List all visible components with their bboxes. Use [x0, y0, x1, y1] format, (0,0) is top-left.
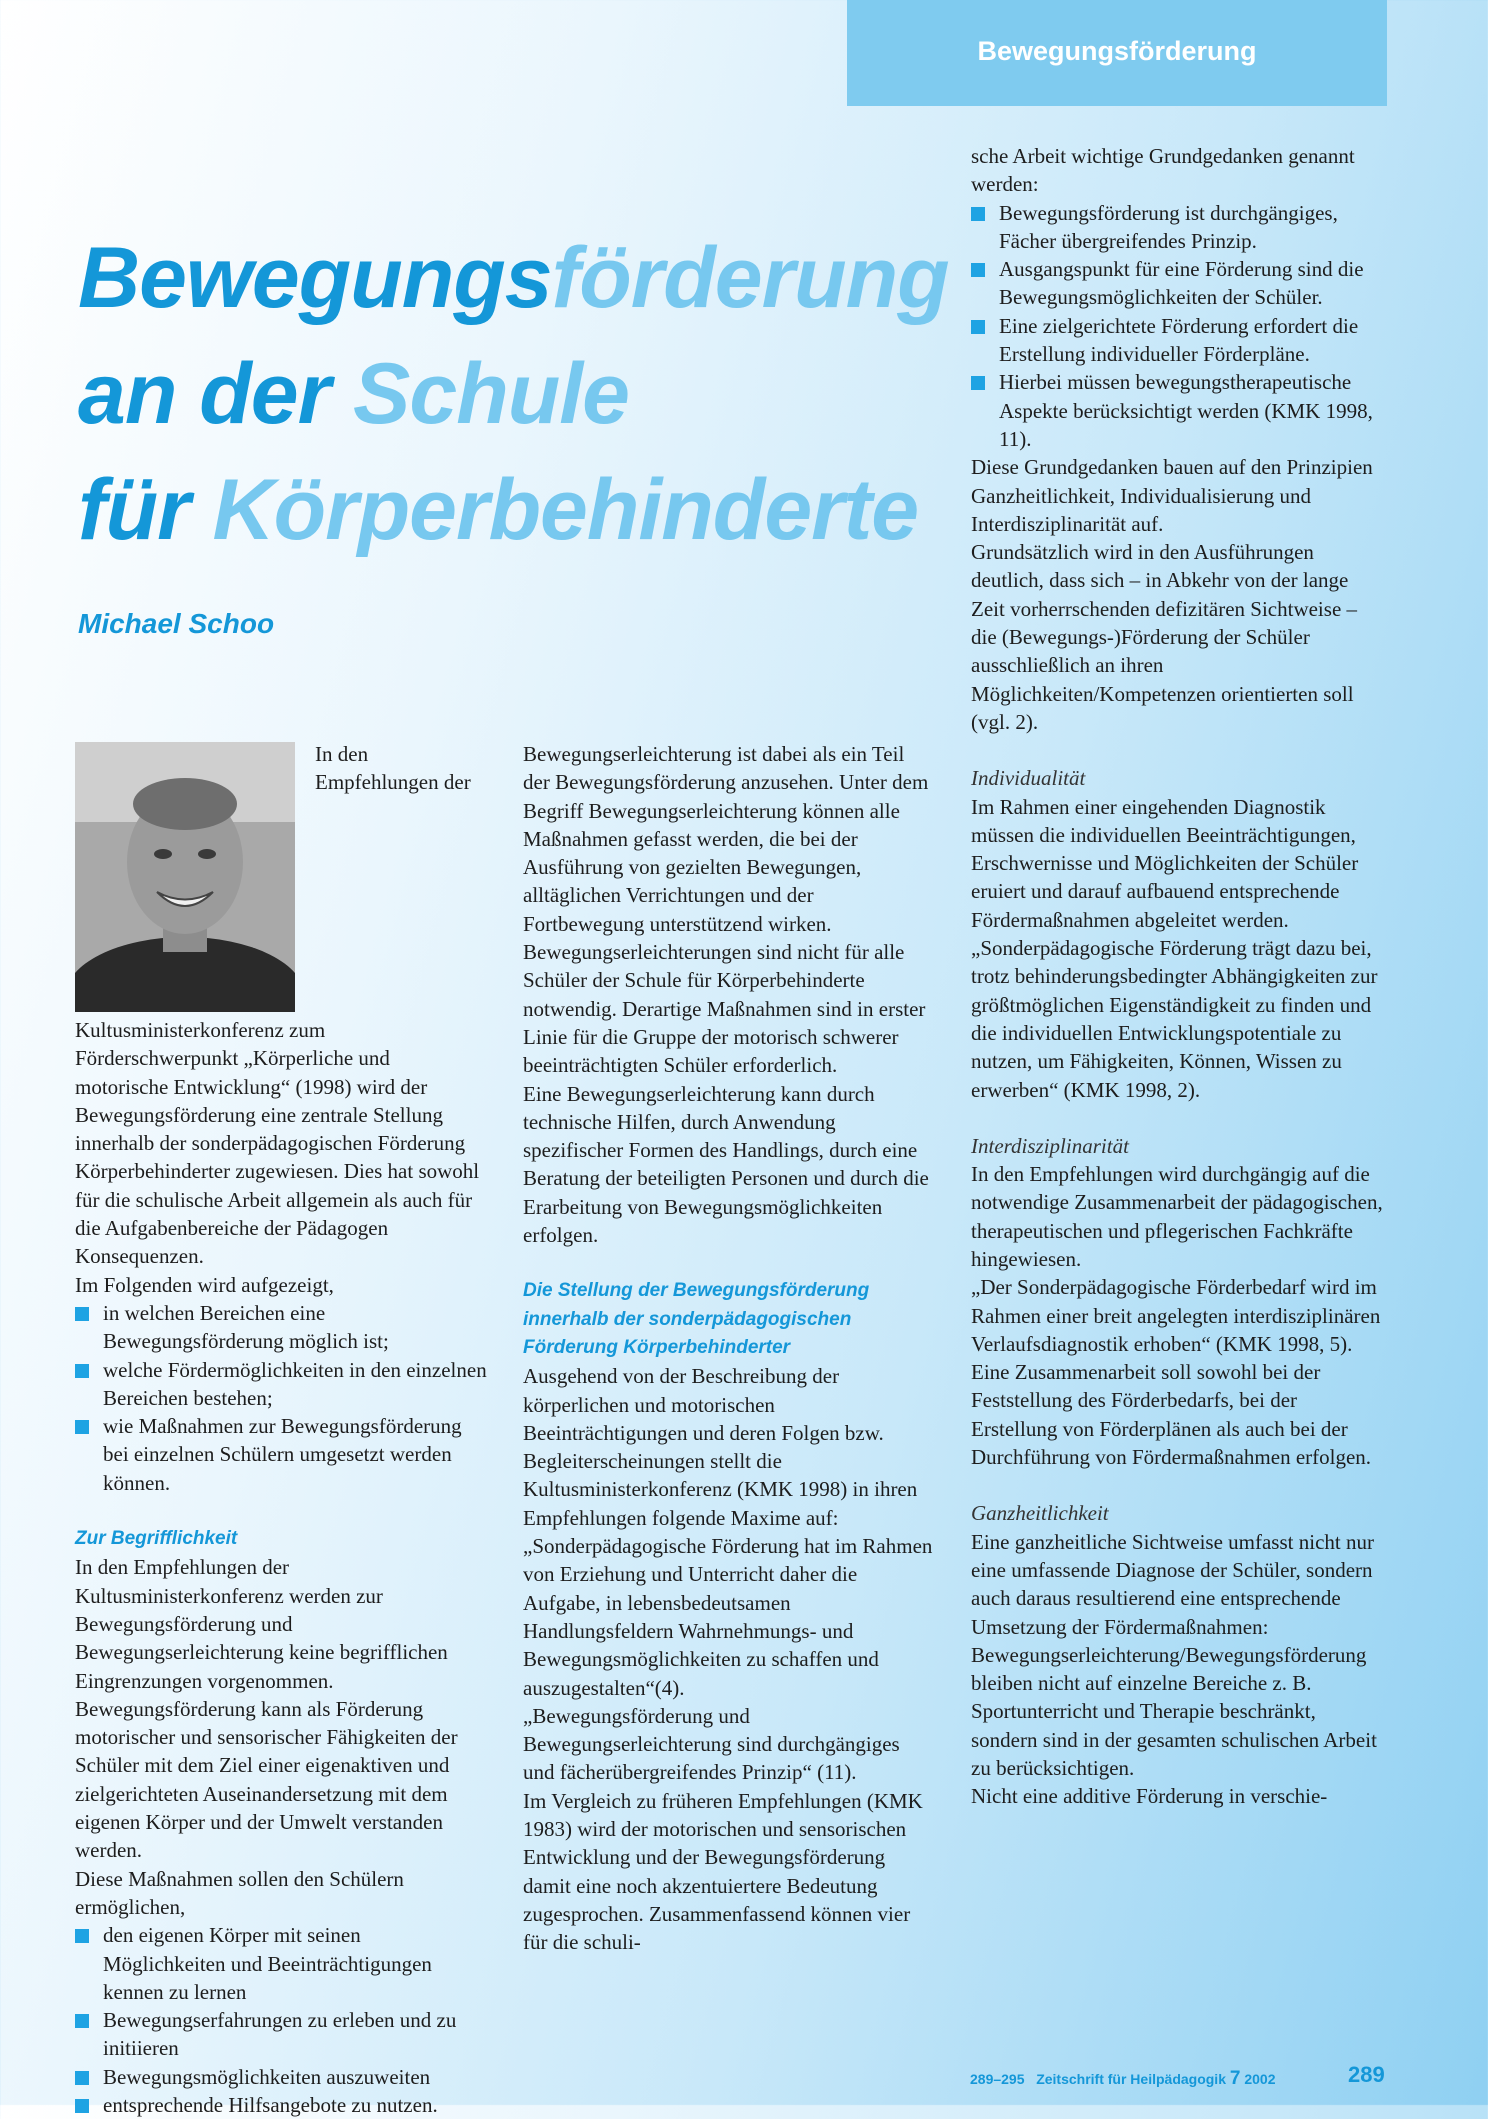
- paragraph: Grundsätzlich wird in den Ausführungen deutlich, dass sich – in Abkehr von der lange Zeit vorherrschenden defizitären Sichtweise – die (Bewegungs-)Förderung der Schüler ausschließlich an ihren Möglichkeiten/Kompetenzen orientierten soll (vgl. 2).: [971, 540, 1358, 734]
- column-2: [523, 740, 935, 1956]
- list-item: in welchen Bereichen eine Bewegungsförderung möglich ist;: [75, 1299, 487, 1356]
- list-item: Ausgangspunkt für eine Förderung sind die Bewegungsmöglichkeiten der Schüler.: [971, 255, 1383, 312]
- list-item: wie Maßnahmen zur Bewegungsförderung bei einzelnen Schülern umgesetzt werden können.: [75, 1412, 487, 1497]
- list-item: entsprechende Hilfsangebote zu nutzen.: [75, 2091, 487, 2119]
- column-1: [75, 740, 487, 2119]
- column-3: [971, 142, 1383, 1811]
- list-item: Bewegungsmöglichkeiten auszuweiten: [75, 2063, 487, 2091]
- paragraph: Im Rahmen einer eingehenden Diagnostik müssen die individuellen Beeinträchtigungen, Erschwernisse und Möglichkeiten der Schüler eruiert und darauf aufbauend entsprechende Fördermaßnahmen abgeleitet werden.: [971, 794, 1359, 932]
- goals-list: [75, 1921, 487, 2119]
- list-item: Eine zielgerichtete Förderung erfordert die Erstellung individueller Förderpläne.: [971, 312, 1383, 369]
- list-item: Bewegungsförderung ist durchgängiges, Fächer übergreifendes Prinzip.: [971, 199, 1383, 256]
- intro-list: [75, 1299, 487, 1497]
- footer-citation: [970, 2068, 1276, 2090]
- footer-journal: Zeitschrift für Heilpädagogik: [1036, 2071, 1226, 2087]
- section-tab: [847, 0, 1387, 106]
- title-line-1: Bewegungsförderung: [78, 230, 949, 326]
- footer-issue: 7: [1229, 2068, 1241, 2089]
- section-heading: Die Stellung der Bewegungsförderung innerhalb der sonderpädagogischen Förderung Körperbehinderter: [523, 1280, 870, 1358]
- quote-paragraph: „Der Sonderpädagogische Förderbedarf wird im Rahmen einer breit angelegten interdisziplinären Verlaufsdiagnostik erhoben“ (KMK 1998, 5).: [971, 1275, 1381, 1356]
- section-heading: Zur Begrifflichkeit: [75, 1528, 238, 1550]
- list-item: welche Fördermöglichkeiten in den einzelnen Bereichen bestehen;: [75, 1356, 487, 1413]
- quote-paragraph: „Sonderpädagogische Förderung hat im Rahmen von Erziehung und Unterricht daher die Aufgabe, in lebensbedeutsamen Handlungsfeldern Wahrnehmungs- und Bewegungsmöglichkeiten zu schaffen und auszugestalten“(4).: [523, 1534, 933, 1700]
- author-portrait-image: [75, 742, 295, 1012]
- footer-pages: 289–295: [970, 2071, 1025, 2087]
- footer-year: 2002: [1244, 2071, 1276, 2087]
- paragraph: Diese Maßnahmen sollen den Schülern ermöglichen,: [75, 1866, 404, 1919]
- intro-lead: Im Folgenden wird aufgezeigt,: [75, 1272, 334, 1297]
- article-title: [78, 220, 949, 568]
- author-name: Michael Schoo: [78, 608, 275, 639]
- title-line-3: für Körperbehinderte: [78, 462, 919, 558]
- paragraph: sche Arbeit wichtige Grundgedanken genannt werden:: [971, 144, 1355, 197]
- author-photo: [75, 742, 295, 1012]
- paragraph: Bewegungserleichterung/Bewegungsförderung bleiben nicht auf einzelne Bereiche z. B. Sportunterricht und Therapie beschränkt, sondern sind in der gesamten schulischen Arbeit zu berücksichtigen.: [971, 1642, 1377, 1781]
- list-item: den eigenen Körper mit seinen Möglichkeiten und Beeinträchtigungen kennen zu lernen: [75, 1921, 487, 2006]
- paragraph: Eine Zusammenarbeit soll sowohl bei der Feststellung des Förderbedarfs, bei der Erstellung von Förderplänen als auch bei der Durchführung von Fördermaßnahmen erfolgen.: [971, 1360, 1372, 1470]
- list-item: Bewegungserfahrungen zu erleben und zu initiieren: [75, 2006, 487, 2063]
- page-number: 289: [1348, 2062, 1385, 2087]
- quote-paragraph: „Bewegungsförderung und Bewegungserleichterung sind durchgängiges und fächerübergreifendes Prinzip“ (11).: [523, 1703, 900, 1785]
- list-item: Hierbei müssen bewegungstherapeutische Aspekte berücksichtigt werden (KMK 1998, 11).: [971, 368, 1383, 453]
- subheading: Ganzheitlichkeit: [971, 1501, 1109, 1526]
- paragraph: Diese Grundgedanken bauen auf den Prinzipien Ganzheitlichkeit, Individualisierung und Interdisziplinarität auf.: [971, 455, 1373, 536]
- section-label: Bewegungsförderung: [977, 36, 1257, 66]
- paragraph: Nicht eine additive Förderung in verschie-: [971, 1784, 1328, 1809]
- paragraph: Ausgehend von der Beschreibung der körperlichen und motorischen Beeinträchtigungen und deren Folgen bzw. Begleiterscheinungen stellt die Kultusministerkonferenz (KMK 1998) in ihren Empfehlungen folgende Maxime auf:: [523, 1364, 918, 1530]
- subheading: Individualität: [971, 766, 1086, 791]
- paragraph: Im Vergleich zu früheren Empfehlungen (KMK 1983) wird der motorischen und sensorischen Entwicklung und der Bewegungsförderung damit eine noch akzentuiertere Bedeutung zugesprochen. Zusammenfassend können vier für die schuli-: [523, 1788, 923, 1955]
- paragraph: In den Empfehlungen wird durchgängig auf die notwendige Zusammenarbeit der pädagogischen, therapeutischen und pflegerischen Fachkräfte hingewiesen.: [971, 1162, 1383, 1271]
- principles-list: [971, 199, 1383, 454]
- title-line-2: an der Schule: [78, 346, 629, 442]
- paragraph: Bewegungserleichterungen sind nicht für alle Schüler der Schule für Körperbehinderte notwendig. Derartige Maßnahmen sind in erster Linie für die Gruppe der motorisch schwerer beeinträchtigten Schüler erforderlich.: [523, 940, 926, 1078]
- paragraph: Eine ganzheitliche Sichtweise umfasst nicht nur eine umfassende Diagnose der Schüler, sondern auch daraus resultierend eine entsprechende Umsetzung der Fördermaßnahmen:: [971, 1529, 1374, 1639]
- paragraph: Bewegungserleichterung ist dabei als ein Teil der Bewegungsförderung anzusehen. Unter dem Begriff Bewegungserleichterung können alle Maßnahmen gefasst werden, die bei der Ausführung von gezielten Bewegungen, alltäglichen Verrichtungen und der Fortbewegung unterstützend wirken.: [523, 742, 929, 936]
- quote-paragraph: „Sonderpädagogische Förderung trägt dazu bei, trotz behinderungsbedingter Abhängigkeiten zur größtmöglichen Eigenständigkeit zu finden und die individuellen Entwicklungspotentiale zu nutzen, um Fähigkeiten, Können, Wissen zu erwerben“ (KMK 1998, 2).: [971, 936, 1378, 1102]
- paragraph: In den Empfehlungen der Kultusministerkonferenz werden zur Bewegungsförderung und Bewegungserleichterung keine begrifflichen Eingrenzungen vorgenommen.: [75, 1555, 448, 1693]
- paragraph: Bewegungsförderung kann als Förderung motorischer und sensorischer Fähigkeiten der Schüler mit dem Ziel einer eigenaktiven und zielgerichteten Auseinandersetzung mit dem eigenen Körper und der Umwelt verstanden werden.: [75, 1696, 458, 1863]
- intro-paragraph: In den Empfehlungen der Kultusministerkonferenz zum Förderschwerpunkt „Körperliche und motorische Entwicklung“ (1998) wird der Bewegungsförderung eine zentrale Stellung innerhalb der sonderpädagogischen Förderung Körperbehinderter zugewiesen. Dies hat sowohl für die schulische Arbeit allgemein als auch für die Aufgabenbereiche der Pädagogen Konsequenzen.: [75, 742, 480, 1269]
- subheading: Interdisziplinarität: [971, 1133, 1129, 1158]
- paragraph: Eine Bewegungserleichterung kann durch technische Hilfen, durch Anwendung spezifischer Formen des Handlings, durch eine Beratung der beteiligten Personen und durch die Erarbeitung von Bewegungsmöglichkeiten erfolgen.: [523, 1081, 929, 1248]
